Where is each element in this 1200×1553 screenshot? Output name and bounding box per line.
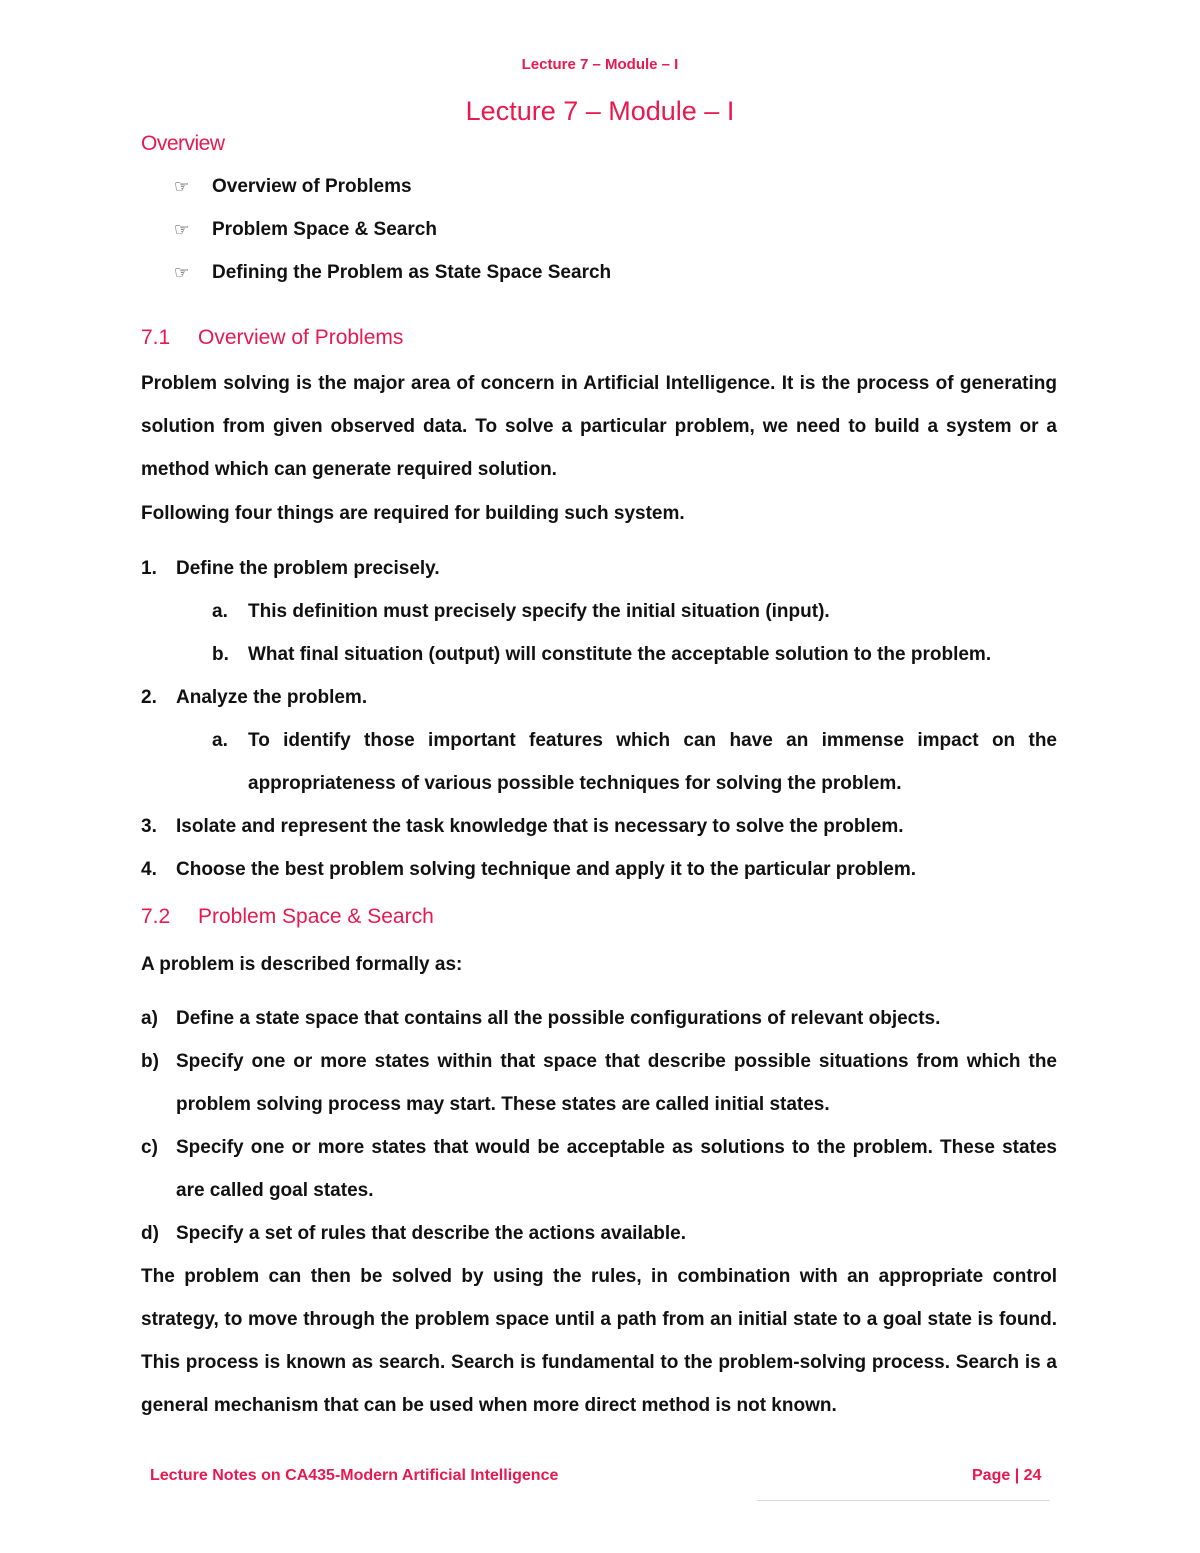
footer-divider bbox=[757, 1500, 1050, 1501]
step-marker: 4. bbox=[141, 859, 157, 880]
paragraph-search-process: The problem can then be solved by using the rules, in combination with an appropriate control strategy, to move through the problem space until a path from an initial state to a goal state is found. This process is known as search. Search is fundamental to the problem-solving process. Search is a general mechanism that can be used when more direct method is not known. bbox=[141, 1266, 1057, 1416]
section-title: Overview of Problems bbox=[198, 326, 404, 349]
step-marker: 3. bbox=[141, 816, 157, 837]
section-heading-7-1 bbox=[141, 326, 403, 350]
paragraph-four-things: Following four things are required for building such system. bbox=[141, 503, 685, 524]
step-text: Choose the best problem solving technique and apply it to the particular problem. bbox=[176, 859, 917, 880]
section-title: Problem Space & Search bbox=[198, 905, 434, 928]
item-text: Specify one or more states within that space that describe possible situations from which the problem solving process may start. These states are called initial states. bbox=[176, 1051, 1057, 1115]
substep-marker: a. bbox=[212, 601, 228, 622]
step-text: Analyze the problem. bbox=[176, 687, 368, 708]
item-text: Specify one or more states that would be acceptable as solutions to the problem. These states are called goal states. bbox=[176, 1137, 1057, 1201]
substep-text: To identify those important features which can have an immense impact on the appropriateness of various possible techniques for solving the problem. bbox=[248, 730, 1057, 794]
item-marker: b) bbox=[141, 1051, 159, 1072]
page-title: Lecture 7 – Module – I bbox=[465, 96, 735, 126]
pointing-hand-icon: ☞ bbox=[174, 263, 190, 282]
substep-item-1a bbox=[212, 590, 1057, 633]
step-text: Define the problem precisely. bbox=[176, 558, 440, 579]
substep-marker: b. bbox=[212, 644, 229, 665]
overview-heading: Overview bbox=[141, 132, 225, 155]
item-marker: a) bbox=[141, 1008, 158, 1029]
substep-item-2a bbox=[212, 719, 1057, 805]
pointing-hand-icon: ☞ bbox=[174, 177, 190, 196]
overview-item bbox=[174, 176, 611, 219]
overview-item-label: Overview of Problems bbox=[212, 176, 412, 197]
substep-item-1b bbox=[212, 633, 1057, 676]
substep-text: This definition must precisely specify the initial situation (input). bbox=[248, 601, 830, 622]
overview-item-label: Problem Space & Search bbox=[212, 219, 437, 240]
paragraph-problem-solving: Problem solving is the major area of concern in Artificial Intelligence. It is the process of generating solution from given observed data. To solve a particular problem, we need to build a system or a method which can generate required solution. bbox=[141, 373, 1057, 480]
overview-item bbox=[174, 262, 611, 305]
definition-item-a bbox=[141, 997, 1057, 1040]
overview-item-label: Defining the Problem as State Space Search bbox=[212, 262, 612, 283]
footer-page-number: Page | 24 bbox=[972, 1467, 1042, 1484]
step-item-4 bbox=[141, 848, 1057, 891]
footer-course-title: Lecture Notes on CA435-Modern Artificial Intelligence bbox=[150, 1467, 559, 1484]
step-marker: 2. bbox=[141, 687, 157, 708]
item-text: Specify a set of rules that describe the actions available. bbox=[176, 1223, 687, 1244]
section-number: 7.2 bbox=[141, 905, 171, 928]
paragraph-problem-described: A problem is described formally as: bbox=[141, 954, 463, 975]
section-heading-7-2 bbox=[141, 905, 434, 929]
pointing-hand-icon: ☞ bbox=[174, 220, 190, 239]
substep-marker: a. bbox=[212, 730, 228, 751]
item-marker: c) bbox=[141, 1137, 158, 1158]
overview-list bbox=[174, 176, 611, 305]
section-number: 7.1 bbox=[141, 326, 171, 349]
item-marker: d) bbox=[141, 1223, 159, 1244]
item-text: Define a state space that contains all the possible configurations of relevant objects. bbox=[176, 1008, 941, 1029]
step-text: Isolate and represent the task knowledge that is necessary to solve the problem. bbox=[176, 816, 904, 837]
overview-item bbox=[174, 219, 611, 262]
step-marker: 1. bbox=[141, 558, 157, 579]
substep-text: What final situation (output) will constitute the acceptable solution to the problem. bbox=[248, 644, 992, 665]
running-header: Lecture 7 – Module – I bbox=[521, 56, 679, 73]
definition-item-c bbox=[141, 1126, 1057, 1212]
definition-item-b bbox=[141, 1040, 1057, 1126]
step-item-3 bbox=[141, 805, 1057, 848]
step-item-2 bbox=[141, 676, 1057, 719]
definition-item-d bbox=[141, 1212, 1057, 1255]
step-item-1 bbox=[141, 547, 1057, 590]
